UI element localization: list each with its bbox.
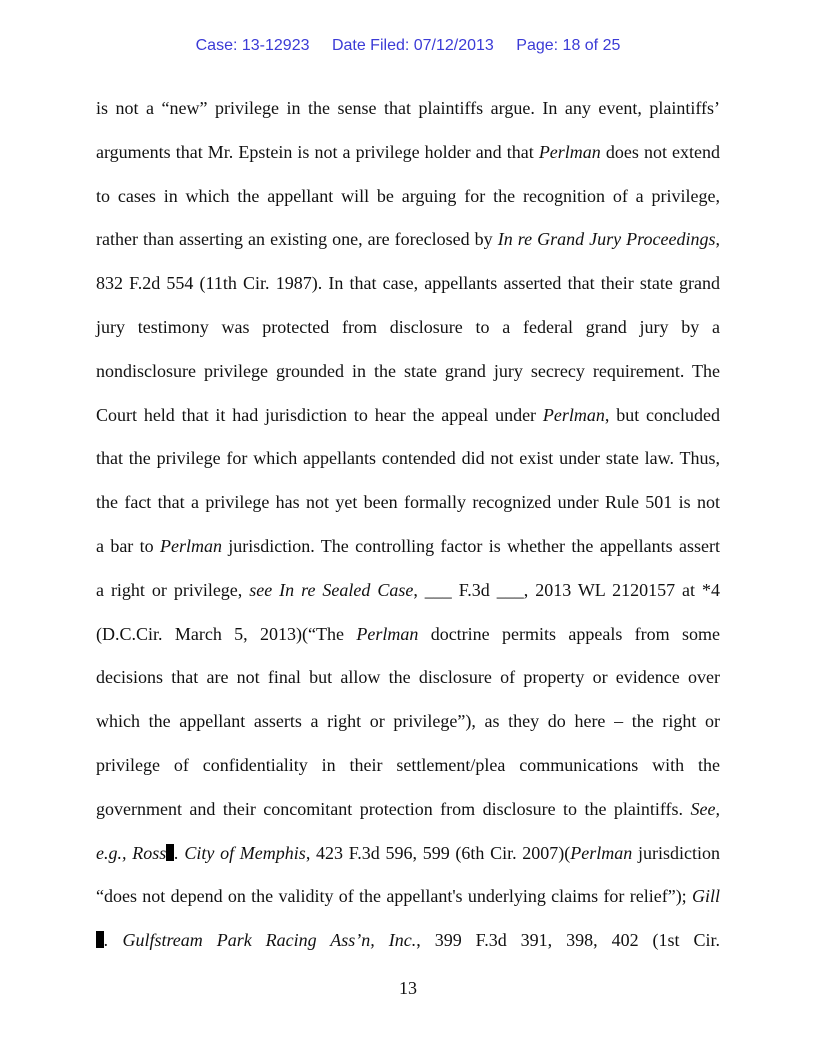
italic-text: Perlman	[570, 842, 633, 863]
text-run: jurisdiction	[632, 842, 720, 863]
italic-text: Gill	[691, 886, 720, 907]
text-run: nondisclosure privilege grounded in the state grand jury secrecy requirement. The	[96, 360, 720, 381]
text-line	[96, 94, 720, 138]
page-number: 13	[399, 978, 417, 998]
text-run: government and their concomitant protection from disclosure to the plaintiffs.	[96, 798, 691, 819]
text-run: arguments that Mr. Epstein is not a privilege holder and that	[96, 141, 539, 162]
text-line	[96, 839, 720, 883]
case-header	[0, 37, 816, 55]
text-run: a bar to	[96, 535, 160, 556]
text-line	[96, 138, 720, 182]
text-line	[96, 751, 720, 795]
italic-text: Perlman	[538, 141, 601, 162]
text-line	[96, 926, 720, 970]
text-run: 832 F.2d 554 (11th Cir. 1987). In that case, appellants asserted that their state grand	[96, 273, 720, 294]
text-run: , but concluded	[604, 404, 720, 425]
text-line	[96, 795, 720, 839]
text-run: , ___ F.3d ___, 2013 WL 2120157 at *4	[413, 579, 720, 600]
italic-text: . Gulfstream Park Racing Ass’n, Inc.	[104, 930, 417, 951]
text-run: privilege of confidentiality in their settlement/plea communications with the	[96, 754, 720, 775]
italic-text: Perlman	[542, 404, 605, 425]
italic-text: e.g., Ross	[96, 842, 167, 863]
text-run: rather than asserting an existing one, are foreclosed by	[96, 229, 498, 250]
italic-text: . City of Memphis	[174, 842, 306, 863]
text-run: “does not depend on the validity of the appellant's underlying claims for relief”);	[96, 886, 692, 907]
text-line	[96, 269, 720, 313]
text-line	[96, 707, 720, 751]
italic-text: Perlman	[356, 623, 419, 644]
text-run: which the appellant asserts a right or privilege”), as they do here – the right or	[96, 711, 720, 732]
text-run: , 399 F.3d 391, 398, 402 (1st Cir.	[416, 930, 721, 951]
document-body	[96, 94, 720, 970]
text-run: to cases in which the appellant will be arguing for the recognition of a privilege,	[96, 185, 720, 206]
text-line	[96, 225, 720, 269]
date-filed: Date Filed: 07/12/2013	[331, 37, 494, 54]
text-run: jury testimony was protected from disclosure to a federal grand jury by a	[96, 316, 720, 337]
text-line	[96, 401, 720, 445]
text-run: , 423 F.3d 596, 599 (6th Cir. 2007)(	[305, 842, 571, 863]
case-number: Case: 13-12923	[195, 37, 310, 54]
italic-text: In re Grand Jury Proceedings	[497, 229, 716, 250]
text-line	[96, 488, 720, 532]
text-line	[96, 882, 720, 926]
text-line	[96, 620, 720, 664]
text-line	[96, 444, 720, 488]
text-run: does not extend	[600, 141, 720, 162]
text-run: decisions that are not final but allow the disclosure of property or evidence over	[96, 667, 720, 688]
text-run: ,	[715, 229, 720, 250]
italic-text: Perlman	[159, 535, 222, 556]
italic-text: See,	[690, 798, 720, 819]
text-line	[96, 182, 720, 226]
text-run: Court held that it had jurisdiction to hear the appeal under	[96, 404, 543, 425]
redaction-mark	[166, 844, 174, 861]
text-run: a right or privilege,	[96, 579, 250, 600]
text-run: the fact that a privilege has not yet been formally recognized under Rule 501 is not	[96, 492, 720, 513]
text-run: jurisdiction. The controlling factor is whether the appellants assert	[221, 535, 720, 556]
text-line	[96, 357, 720, 401]
text-run: that the privilege for which appellants contended did not exist under state law. Thus,	[96, 448, 720, 469]
redaction-mark	[96, 931, 104, 948]
text-run: doctrine permits appeals from some	[418, 623, 720, 644]
page-indicator: Page: 18 of 25	[516, 37, 621, 54]
text-line	[96, 532, 720, 576]
text-run: (D.C.Cir. March 5, 2013)(“The	[96, 623, 357, 644]
text-run: is not a “new” privilege in the sense that plaintiffs argue. In any event, plaintiffs’	[96, 98, 720, 118]
text-line	[96, 576, 720, 620]
text-line	[96, 313, 720, 357]
italic-text: see In re Sealed Case	[249, 579, 414, 600]
text-line	[96, 663, 720, 707]
